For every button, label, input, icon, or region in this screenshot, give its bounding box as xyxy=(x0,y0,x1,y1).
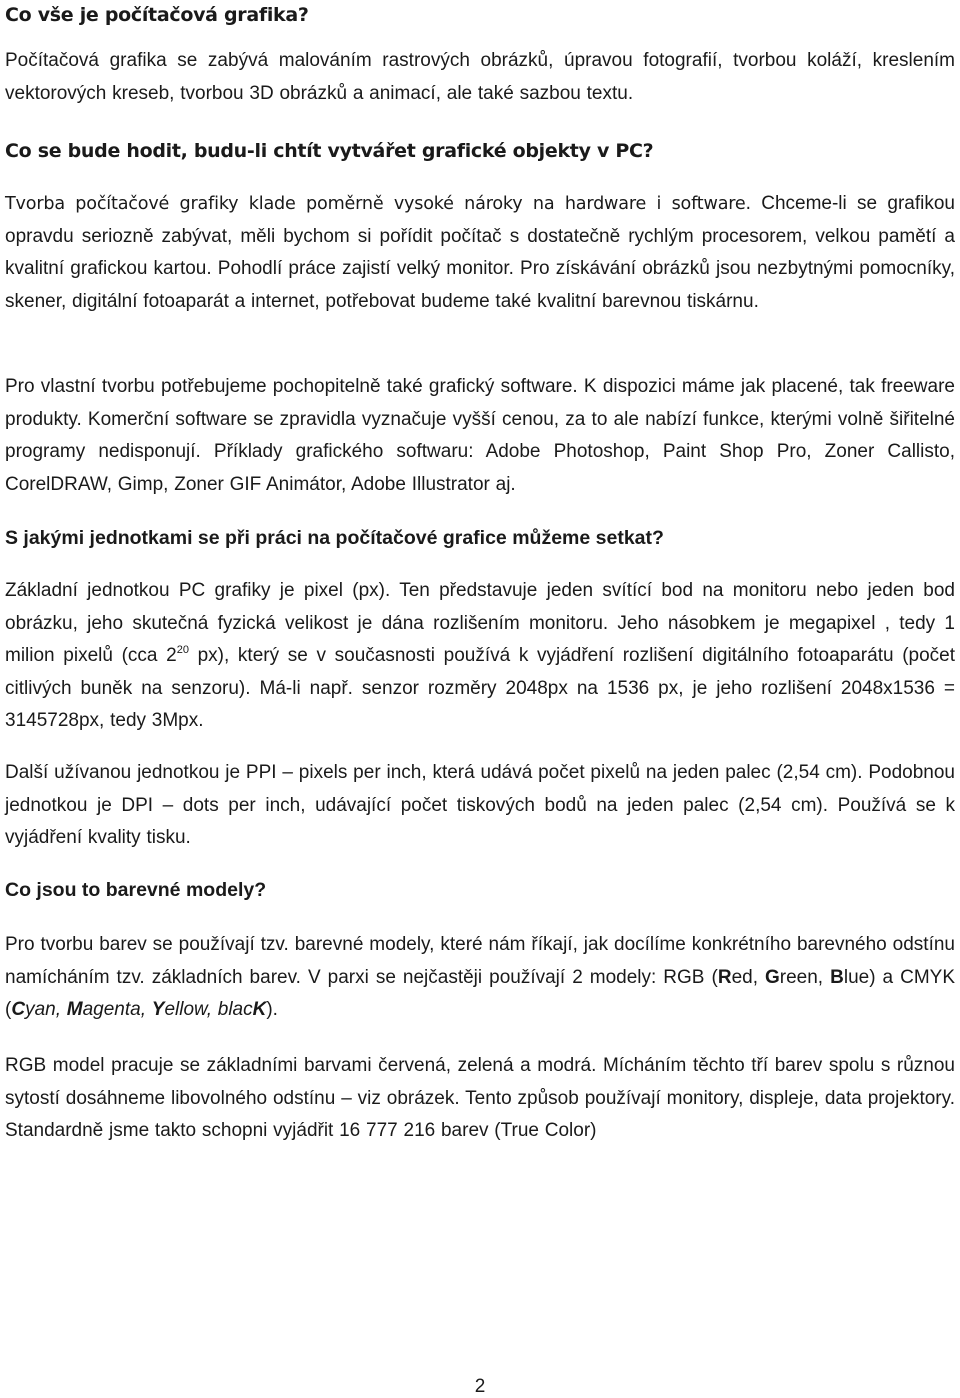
text-run: ). xyxy=(266,999,278,1020)
paragraph-hardware-text: Chceme-li se grafikou opravdu seriozně zabývat, měli bychom si pořídit počítač s dostatečně rychlým procesorem, velkou pamětí a kvalitní grafickou kartou. Pohodlí práce zajistí velký monitor. Pro získávání obrázků jsou nezbytnými pomocníky, skener, digitální fotoaparát a internet, potřebovat budeme také kvalitní barevnou tiskárnu. xyxy=(5,193,955,312)
heading-hardware: Co se bude hodit, budu-li chtít vytvářet grafické objekty v PC? xyxy=(5,140,654,162)
paragraph-software xyxy=(5,371,955,501)
letter-k: K xyxy=(252,999,267,1020)
paragraph-ppi-dpi xyxy=(5,757,955,855)
paragraph-rgb xyxy=(5,1050,955,1148)
paragraph-software-text: Pro vlastní tvorbu potřebujeme pochopitelně také grafický software. K dispozici máme jak placené, tak freeware produkty. Komerční software se zpravidla vyznačuje vyšší cenou, za to ale nabízí funkce, kterými volně šiřitelné programy nedisponují. Příklady grafického softwaru: Adobe Photoshop, Paint Shop Pro, Zoner Callisto, CorelDRAW, Gimp, Zoner GIF Animátor, Adobe Illustrator aj. xyxy=(5,376,955,495)
heading-units: S jakými jednotkami se při práci na počítačové grafice můžeme setkat? xyxy=(5,527,664,549)
text-run: ed, xyxy=(731,966,765,988)
letter-m: M xyxy=(66,999,83,1020)
paragraph-ppi-dpi-text: Další užívanou jednotkou je PPI – pixels per inch, která udává počet pixelů na jeden palec (2,54 cm). Podobnou jednotkou je DPI – dots per inch, udávající počet tiskových bodů na jeden palec (2,54 cm). Používá se k vyjádření kvality tisku. xyxy=(5,762,955,848)
paragraph-pixel-text: Základní jednotkou PC grafiky je pixel (px). Ten představuje jeden svítící bod na monitoru nebo jeden bod obrázku, jeho skutečná fyzická velikost je dána rozlišením monitoru. Jeho násobkem je megapixel , tedy 1 milion pixelů (cca 2 xyxy=(5,580,955,666)
text-run: yan, xyxy=(25,999,67,1020)
paragraph-intro xyxy=(5,45,955,110)
exponent-20: 20 xyxy=(176,644,189,656)
paragraph-pixel-text-2: px), který se v současnosti používá k vyjádření rozlišení digitálního fotoaparátu (počet citlivých buněk na senzoru). Má-li např. senzor rozměry 2048px na 1536 px, je jeho rozlišení 2048x1536 = 3145728px, tedy 3Mpx. xyxy=(5,645,955,731)
heading-color-models: Co jsou to barevné modely? xyxy=(5,879,267,901)
page-number: 2 xyxy=(474,1376,486,1397)
text-run: blac xyxy=(217,999,253,1020)
paragraph-intro-text: Počítačová grafika se zabývá malováním rastrových obrázků, úpravou fotografií, tvorbou koláží, kreslením vektorových kreseb, tvorbou 3D obrázků a animací, ale také sazbou textu. xyxy=(5,50,955,104)
text-run: ellow, xyxy=(164,999,218,1020)
text-run: reen, xyxy=(779,966,831,988)
paragraph-hardware xyxy=(5,188,955,318)
letter-g: G xyxy=(765,966,780,988)
text-run: lue) a CMYK ( xyxy=(5,966,956,1020)
text-run: Pro tvorbu barev se používají tzv. barevné modely, které nám říkají, jak docílíme konkrétního barevného odstínu namícháním tzv. základních barev. V parxi se nejčastěji používají 2 modely: RGB ( xyxy=(5,934,955,988)
paragraph-pixel xyxy=(5,575,955,738)
letter-y: Y xyxy=(151,999,165,1020)
letter-c: C xyxy=(11,999,26,1020)
paragraph-color-models xyxy=(5,929,955,1027)
paragraph-hardware-lead: Tvorba počítačové grafiky klade poměrně vysoké nároky na hardware i software. xyxy=(5,194,751,214)
heading-computer-graphics: Co vše je počítačová grafika? xyxy=(5,4,309,26)
letter-r: R xyxy=(717,966,732,988)
paragraph-rgb-text: RGB model pracuje se základními barvami červená, zelená a modrá. Mícháním těchto tří barev spolu s různou sytostí dosáhneme libovolného odstínu – viz obrázek. Tento způsob používají monitory, displeje, data projektory. Standardně jsme takto schopni vyjádřit 16 777 216 barev (True Color) xyxy=(5,1055,955,1141)
letter-b: B xyxy=(830,966,844,988)
text-run: agenta, xyxy=(82,999,152,1020)
